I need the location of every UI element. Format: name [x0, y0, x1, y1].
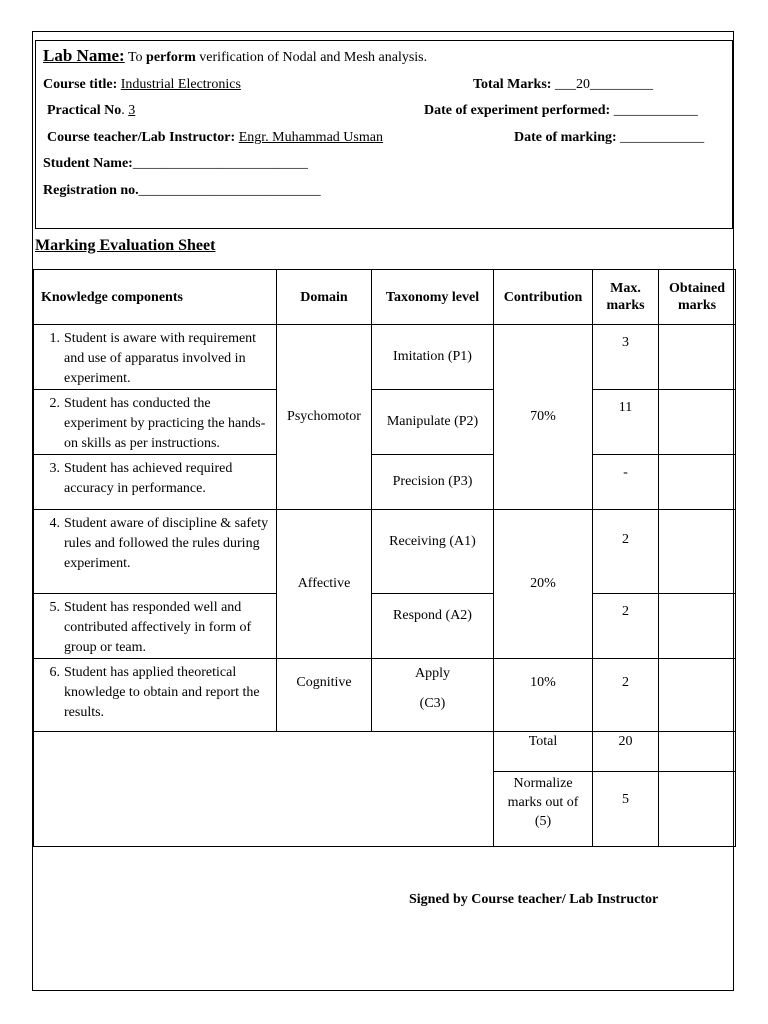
normalize-obtained-cell[interactable] [659, 772, 736, 847]
practical-no-value: 3 [128, 103, 136, 118]
header-obtained-marks [659, 270, 736, 325]
knowledge-cell [34, 510, 277, 594]
course-title-line [43, 77, 241, 93]
table-row [34, 390, 736, 455]
knowledge-cell [34, 659, 277, 732]
knowledge-cell [34, 455, 277, 510]
total-obtained-cell[interactable] [659, 732, 736, 772]
table-header-row [34, 270, 736, 325]
row-number: 5. [49, 600, 60, 615]
date-experiment-label: Date of experiment performed: [424, 103, 611, 118]
table-row [34, 659, 736, 732]
table-row [34, 594, 736, 659]
obtained-marks-cell[interactable] [659, 510, 736, 594]
contribution-psychomotor: 70% [494, 325, 593, 510]
lab-name-bold: perform [146, 50, 196, 65]
taxonomy-cell: Receiving (A1) [372, 510, 494, 594]
course-title-value: Industrial Electronics [120, 77, 241, 92]
max-marks-cell: 3 [593, 325, 659, 390]
knowledge-cell [34, 325, 277, 390]
total-marks-line [473, 77, 653, 93]
date-marking-label: Date of marking: [514, 130, 617, 145]
knowledge-cell [34, 594, 277, 659]
table-row [34, 510, 736, 594]
row-number: 2. [49, 396, 60, 411]
obtained-marks-cell[interactable] [659, 390, 736, 455]
max-marks-cell: 11 [593, 390, 659, 455]
header-taxonomy: Taxonomy level [372, 270, 494, 325]
taxonomy-cell: Manipulate (P2) [372, 390, 494, 455]
row-text: Student is aware with requirement and use of apparatus involved in experiment. [64, 331, 257, 386]
date-experiment-value: ____________ [610, 103, 698, 118]
header-domain: Domain [277, 270, 372, 325]
registration-label: Registration no. [43, 183, 139, 198]
row-number: 3. [49, 461, 60, 476]
normalize-label-line3: (5) [534, 814, 552, 829]
course-teacher-line [47, 130, 383, 146]
max-marks-cell: 2 [593, 510, 659, 594]
total-row [34, 732, 736, 772]
normalize-label [494, 772, 593, 847]
domain-affective: Affective [277, 510, 372, 659]
lab-name-line [43, 48, 427, 66]
domain-psychomotor: Psychomotor [277, 325, 372, 510]
header-max-marks-line2: marks [606, 298, 645, 313]
total-marks-label: Total Marks: [473, 77, 552, 92]
date-marking-value: ____________ [616, 130, 705, 145]
header-max-marks [593, 270, 659, 325]
total-value: 20 [593, 732, 659, 772]
header-max-marks-line1: Max. [610, 281, 641, 296]
row-number: 6. [49, 665, 60, 680]
taxonomy-line1: Apply [415, 666, 450, 681]
practical-no-line: Practical No. 3 [47, 103, 136, 118]
max-marks-cell: 2 [593, 659, 659, 732]
taxonomy-cell: Precision (P3) [372, 455, 494, 510]
row-number: 1. [49, 331, 60, 346]
course-teacher-label: Course teacher/Lab Instructor: [47, 130, 236, 145]
knowledge-cell [34, 390, 277, 455]
normalize-label-line1: Normalize [513, 776, 573, 791]
lab-name-prefix: To [127, 50, 147, 65]
student-name-label: Student Name: [43, 156, 133, 171]
obtained-marks-cell[interactable] [659, 325, 736, 390]
date-marking-line [514, 130, 704, 146]
registration-line [43, 183, 321, 199]
obtained-marks-cell[interactable] [659, 659, 736, 732]
lab-name-label: Lab Name: [43, 46, 125, 65]
row-number: 4. [49, 516, 60, 531]
contribution-affective: 20% [494, 510, 593, 659]
student-name-value: _________________________ [132, 156, 308, 171]
blank-merged-cell [34, 732, 494, 847]
obtained-marks-cell[interactable] [659, 455, 736, 510]
domain-cognitive: Cognitive [277, 659, 372, 732]
header-knowledge: Knowledge components [34, 270, 277, 325]
header-contribution: Contribution [494, 270, 593, 325]
normalize-label-line2: marks out of [507, 795, 579, 810]
max-marks-cell: - [593, 455, 659, 510]
taxonomy-line2: (C3) [419, 696, 446, 711]
header-obtained-line1: Obtained [668, 281, 725, 296]
row-text: Student has conducted the experiment by practicing the hands-on skills as per instructions. [64, 396, 266, 451]
header-obtained-line2: marks [677, 298, 717, 313]
lab-name-rest: verification of Nodal and Mesh analysis. [195, 50, 428, 65]
row-text: Student aware of discipline & safety rules and followed the rules during experiment. [64, 516, 269, 571]
obtained-marks-cell[interactable] [659, 594, 736, 659]
section-title: Marking Evaluation Sheet [35, 237, 216, 254]
course-title-label: Course title: [43, 77, 118, 92]
row-text: Student has responded well and contributed affectively in form of group or team. [64, 600, 252, 655]
registration-value: __________________________ [138, 183, 321, 198]
contribution-cognitive: 10% [494, 659, 593, 732]
student-name-line [43, 156, 308, 172]
taxonomy-cell: Imitation (P1) [372, 325, 494, 390]
max-marks-cell: 2 [593, 594, 659, 659]
taxonomy-cell: Respond (A2) [372, 594, 494, 659]
date-experiment-line [424, 103, 698, 119]
total-label: Total [494, 732, 593, 772]
table-row [34, 455, 736, 510]
normalize-value: 5 [593, 772, 659, 847]
course-teacher-value: Engr. Muhammad Usman [238, 130, 383, 145]
table-row [34, 325, 736, 390]
practical-no-label: Practical No [47, 103, 122, 118]
total-marks-value: ___20_________ [551, 77, 653, 92]
row-text: Student has achieved required accuracy in performance. [64, 461, 233, 496]
signature-line: Signed by Course teacher/ Lab Instructor [409, 892, 659, 907]
row-text: Student has applied theoretical knowledge to obtain and report the results. [64, 665, 260, 720]
taxonomy-cell [372, 659, 494, 732]
marking-evaluation-table [33, 269, 736, 847]
